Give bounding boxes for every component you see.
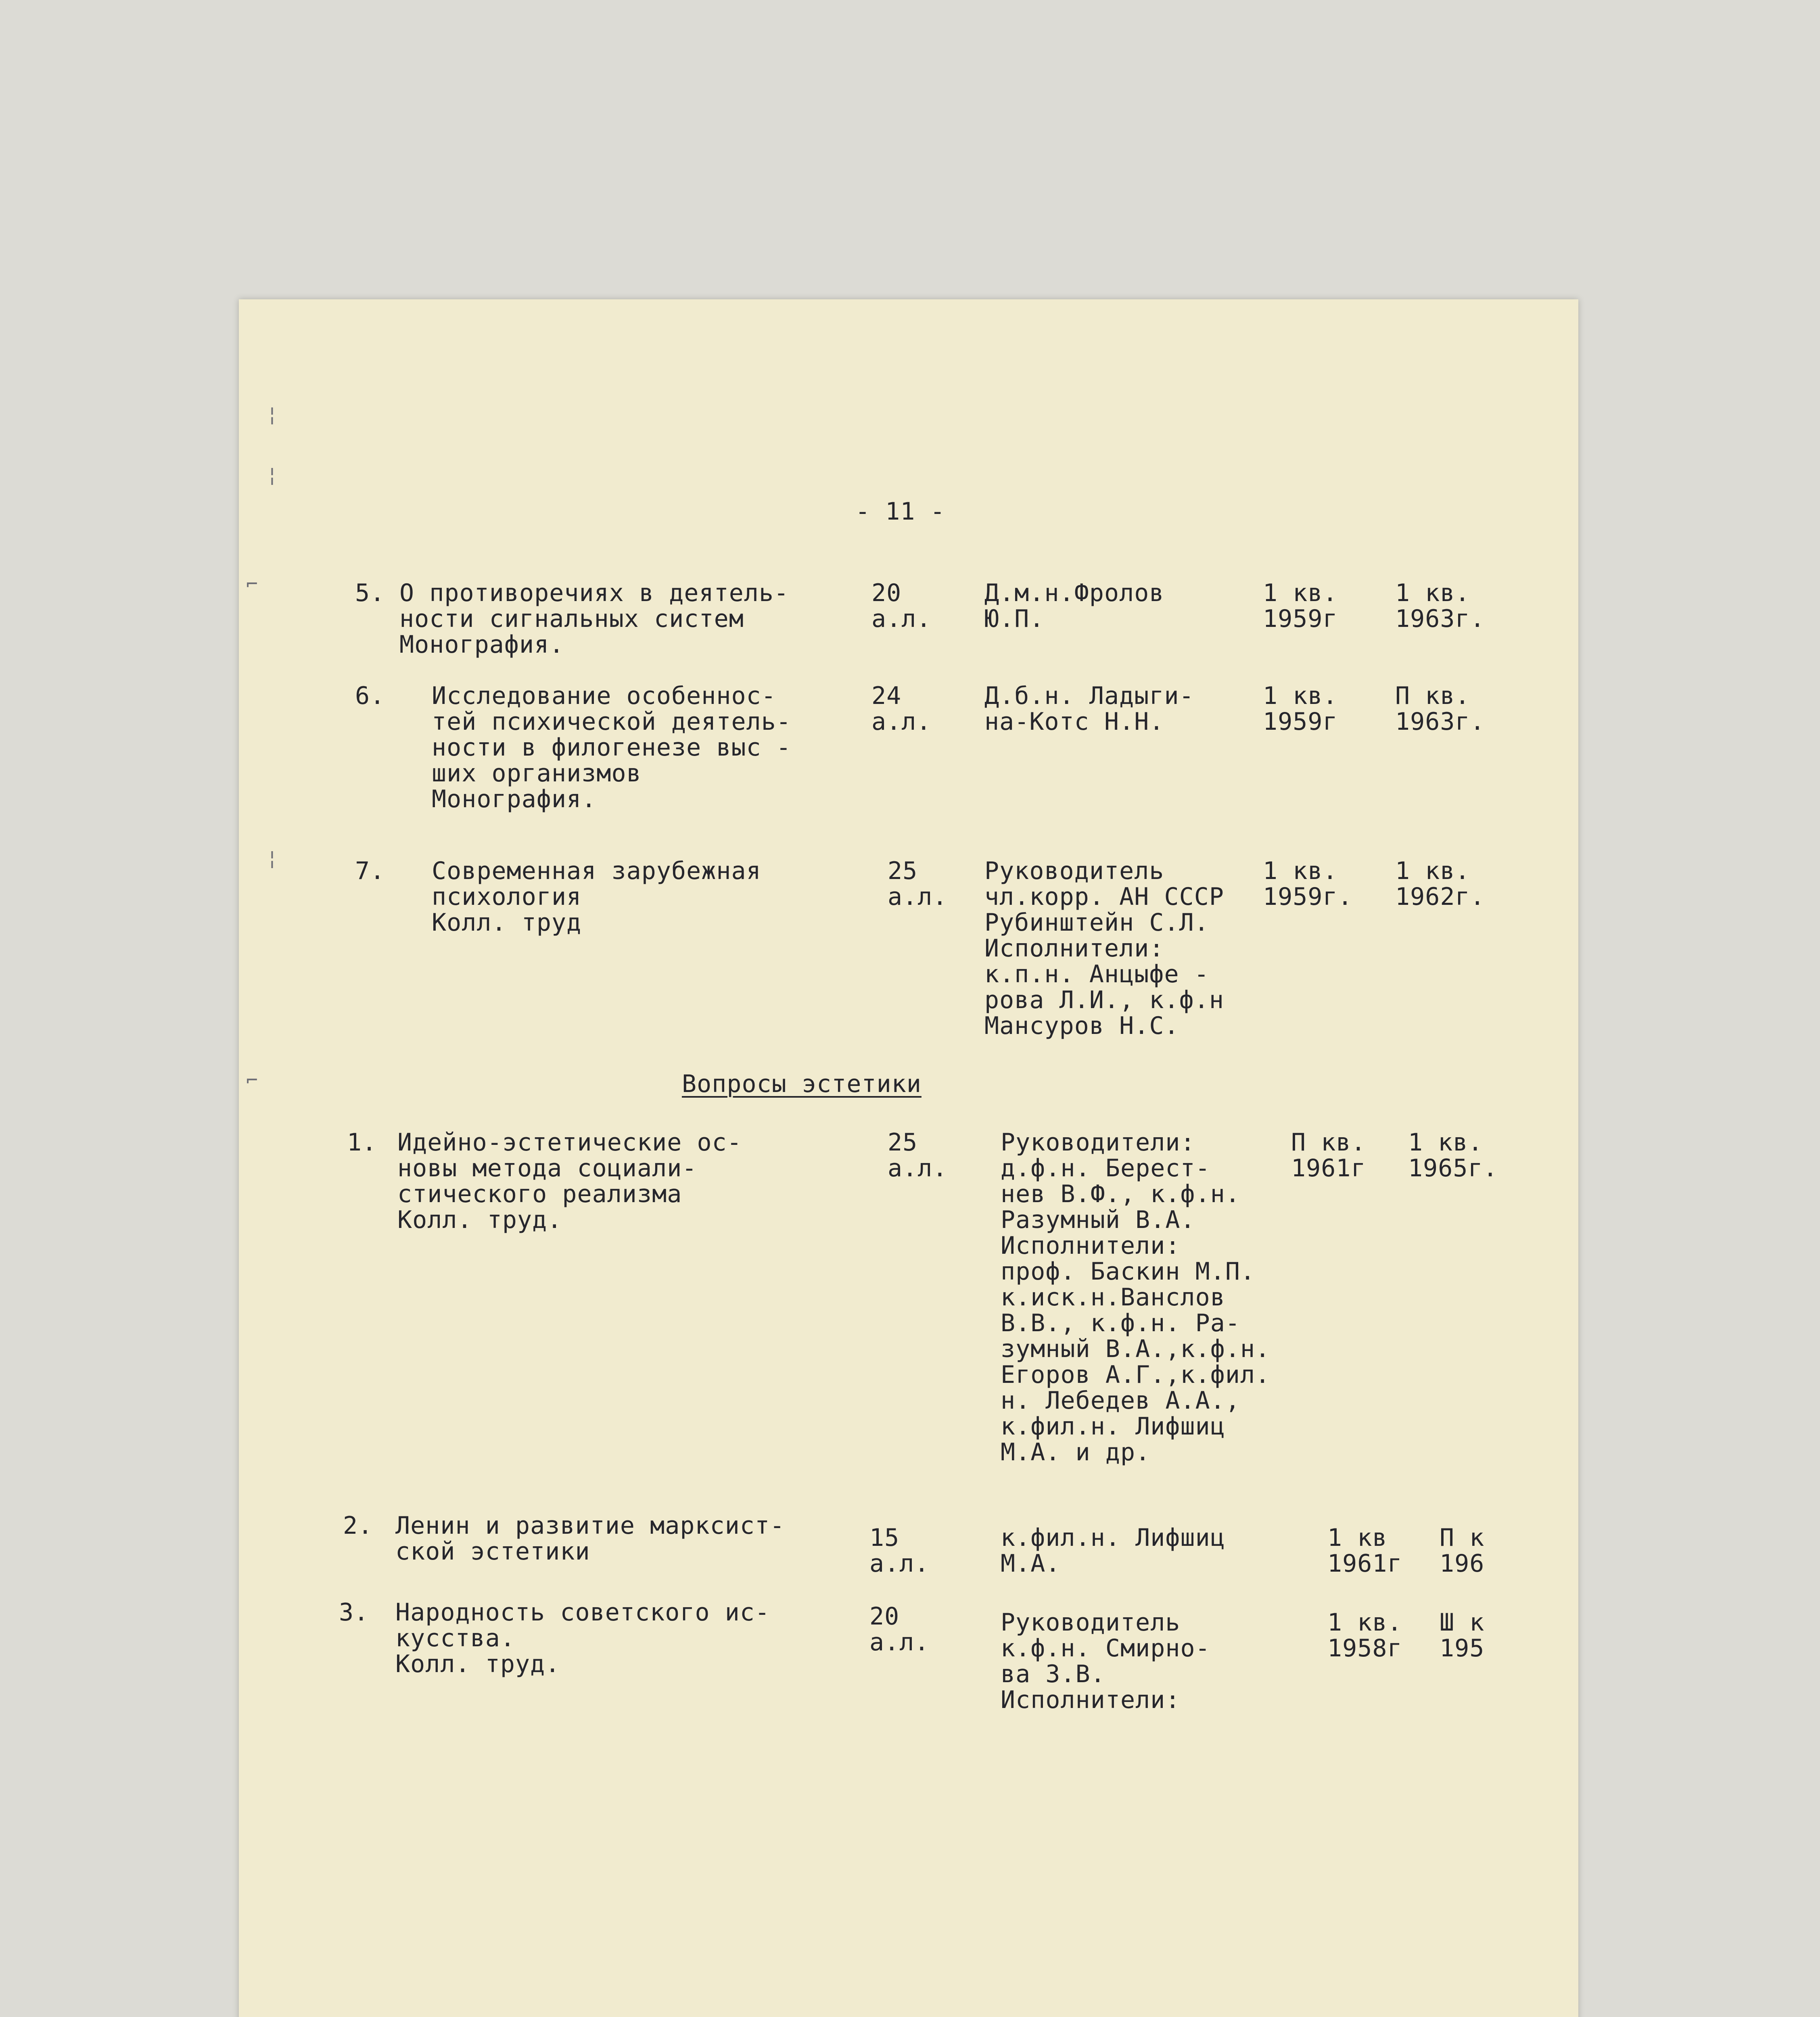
section-heading: Вопросы эстетики <box>682 1070 921 1098</box>
item-number: 2. <box>343 1512 373 1540</box>
item-volume: 24 а.л. <box>871 682 932 736</box>
item-start-date: 1 кв 1961г <box>1327 1524 1402 1578</box>
margin-mark: ¦ <box>266 847 278 870</box>
item-start-date: 1 кв. 1959г <box>1263 579 1338 633</box>
item-volume: 20 а.л. <box>871 579 932 633</box>
item-number: 1. <box>347 1128 377 1157</box>
item-start-date: 1 кв. 1958г <box>1327 1608 1402 1662</box>
margin-mark: ¦ <box>266 464 278 487</box>
item-number: 3. <box>339 1598 369 1627</box>
item-start-date: П кв. 1961г <box>1291 1128 1366 1182</box>
item-volume: 25 а.л. <box>888 857 948 911</box>
item-author: к.фил.н. Лифшиц М.А. <box>1001 1524 1225 1578</box>
item-title: Исследование особеннос- тей психической деятель- ности в филогенезе выс - ших организмов Монография. <box>432 682 791 813</box>
item-author: Д.м.н.Фролов Ю.П. <box>984 579 1164 633</box>
item-title: Народность советского ис- кусства. Колл. труд. <box>395 1598 770 1678</box>
item-volume: 15 а.л. <box>869 1524 930 1578</box>
item-number: 7. <box>355 857 385 885</box>
page-number: - 11 - <box>855 497 945 526</box>
item-number: 5. <box>355 579 385 607</box>
item-end-date: П кв. 1963г. <box>1395 682 1485 736</box>
item-start-date: 1 кв. 1959г. <box>1263 857 1353 911</box>
margin-mark: ⌐ <box>246 573 258 595</box>
item-title: Ленин и развитие марксист- ской эстетики <box>395 1512 785 1566</box>
item-author: Руководитель чл.корр. АН СССР Рубинштейн С.Л. Исполнители: к.п.н. Анцыфе - рова Л.И., к.ф.н Мансуров Н.С. <box>984 857 1224 1040</box>
item-end-date: 1 кв. 1965г. <box>1408 1128 1498 1182</box>
item-title: О противоречиях в деятель- ности сигнальных систем Монография. <box>399 579 789 659</box>
item-number: 6. <box>355 682 385 710</box>
item-volume: 25 а.л. <box>888 1128 948 1182</box>
item-author: Д.б.н. Ладыги- на-Котс Н.Н. <box>984 682 1194 736</box>
margin-mark: ¦ <box>266 403 278 426</box>
item-end-date: П к 196 <box>1440 1524 1485 1578</box>
item-title: Современная зарубежная психология Колл. труд <box>432 857 761 937</box>
item-end-date: Ш к 195 <box>1440 1608 1485 1662</box>
item-end-date: 1 кв. 1963г. <box>1395 579 1485 633</box>
item-volume: 20 а.л. <box>869 1602 930 1656</box>
item-end-date: 1 кв. 1962г. <box>1395 857 1485 911</box>
item-start-date: 1 кв. 1959г <box>1263 682 1338 736</box>
margin-mark: ⌐ <box>246 1069 258 1092</box>
item-author: Руководитель к.ф.н. Смирно- ва З.В. Исполнители: <box>1001 1608 1210 1714</box>
item-title: Идейно-эстетические ос- новы метода социали- стического реализма Колл. труд. <box>397 1128 742 1234</box>
item-author: Руководители: д.ф.н. Берест- нев В.Ф., к.ф.н. Разумный В.А. Исполнители: проф. Баскин М.П. к.иск.н.Ванслов В.В., к.ф.н. Ра- зумный В.А.,к.ф.н. Егоров А.Г.,к.фил. н. Лебедев А.А., к.фил.н. Лифшиц М.А. и др. <box>1001 1128 1270 1466</box>
